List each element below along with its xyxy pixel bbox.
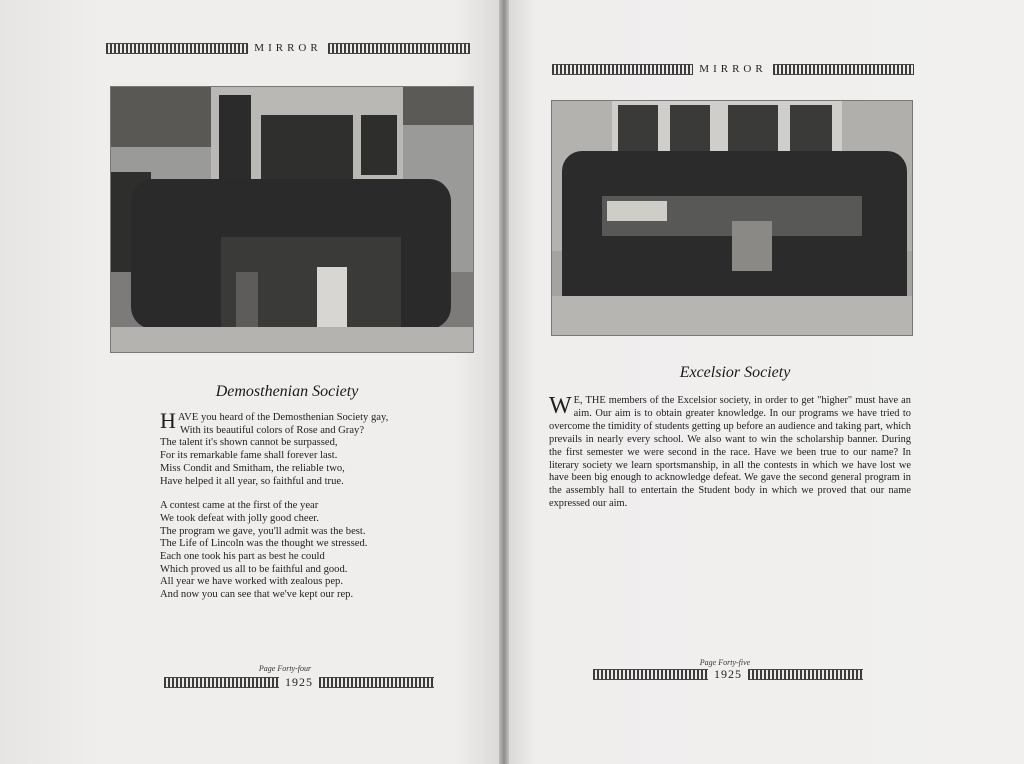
ornament-border	[552, 64, 693, 75]
poem-line: The program we gave, you'll admit was the best.	[160, 525, 366, 537]
excelsior-heading: Excelsior Society	[679, 364, 791, 381]
right-header-band	[552, 61, 914, 77]
poem-line: With its beautiful colors of Rose and Gray?	[180, 424, 365, 436]
poem-line: Which proved us all to be faithful and good.	[160, 563, 348, 575]
ornament-border	[164, 677, 279, 688]
left-page-year: 1925	[285, 674, 313, 689]
left-header-band	[106, 40, 470, 56]
right-footer-band	[593, 666, 863, 682]
demosthenian-heading: Demosthenian Society	[215, 383, 359, 400]
left-header-title: MIRROR	[254, 42, 322, 54]
demosthenian-poem	[160, 408, 440, 602]
excelsior-paragraph	[549, 395, 911, 511]
ornament-border	[106, 43, 248, 54]
poem-line: Each one took his part as best he could	[160, 551, 325, 563]
poem-line: And now you can see that we've kept our rep.	[160, 589, 354, 601]
left-footer-band	[164, 674, 434, 690]
poem-line: A contest came at the first of the year	[160, 500, 319, 512]
ornament-border	[593, 669, 708, 680]
ornament-border	[748, 669, 863, 680]
poem-line: The Life of Lincoln was the thought we stressed.	[160, 538, 368, 550]
poem-line: All year we have worked with zealous pep.	[160, 576, 343, 588]
right-header-title: MIRROR	[699, 63, 767, 75]
ornament-border	[773, 64, 914, 75]
poem-line: Miss Condit and Smitham, the reliable two,	[160, 462, 345, 474]
demosthenian-group-photo	[110, 86, 474, 353]
right-page-year: 1925	[714, 666, 742, 681]
excelsior-group-photo	[551, 100, 913, 336]
poem-line: Have helped it all year, so faithful and true.	[160, 475, 344, 487]
drop-cap-h: H	[160, 408, 176, 433]
excelsior-text: E, THE members of the Excelsior society, in order to get "higher" must have an aim. Our aim is to obtain greater knowledge. In our programs we have tried to overcome the timidity of students getting up before an audience and taking part, which prevails in nearly every school. We also want to win the scholarship banner. During the first semester we were second in the race. Have we been true to our name? In literary society we learn sportsmanship, in all the contests in which we have lost we have been big enough to acknowledge defeat. We gave the second general program in the assembly hall to entertain the Student body in which we proved that our name expressed our aim.	[549, 395, 911, 510]
ornament-border	[328, 43, 470, 54]
left-page-label: Page Forty-four	[258, 664, 312, 673]
right-page-label: Page Forty-five	[699, 658, 751, 667]
ornament-border	[319, 677, 434, 688]
poem-line: We took defeat with jolly good cheer.	[160, 512, 319, 524]
poem-line: The talent it's shown cannot be surpassed,	[160, 437, 338, 449]
poem-line: AVE you heard of the Demosthenian Society gay,	[177, 412, 389, 423]
poem-line: For its remarkable fame shall forever last.	[160, 450, 338, 462]
drop-cap-w: W	[549, 393, 572, 419]
book-gutter	[499, 0, 509, 764]
